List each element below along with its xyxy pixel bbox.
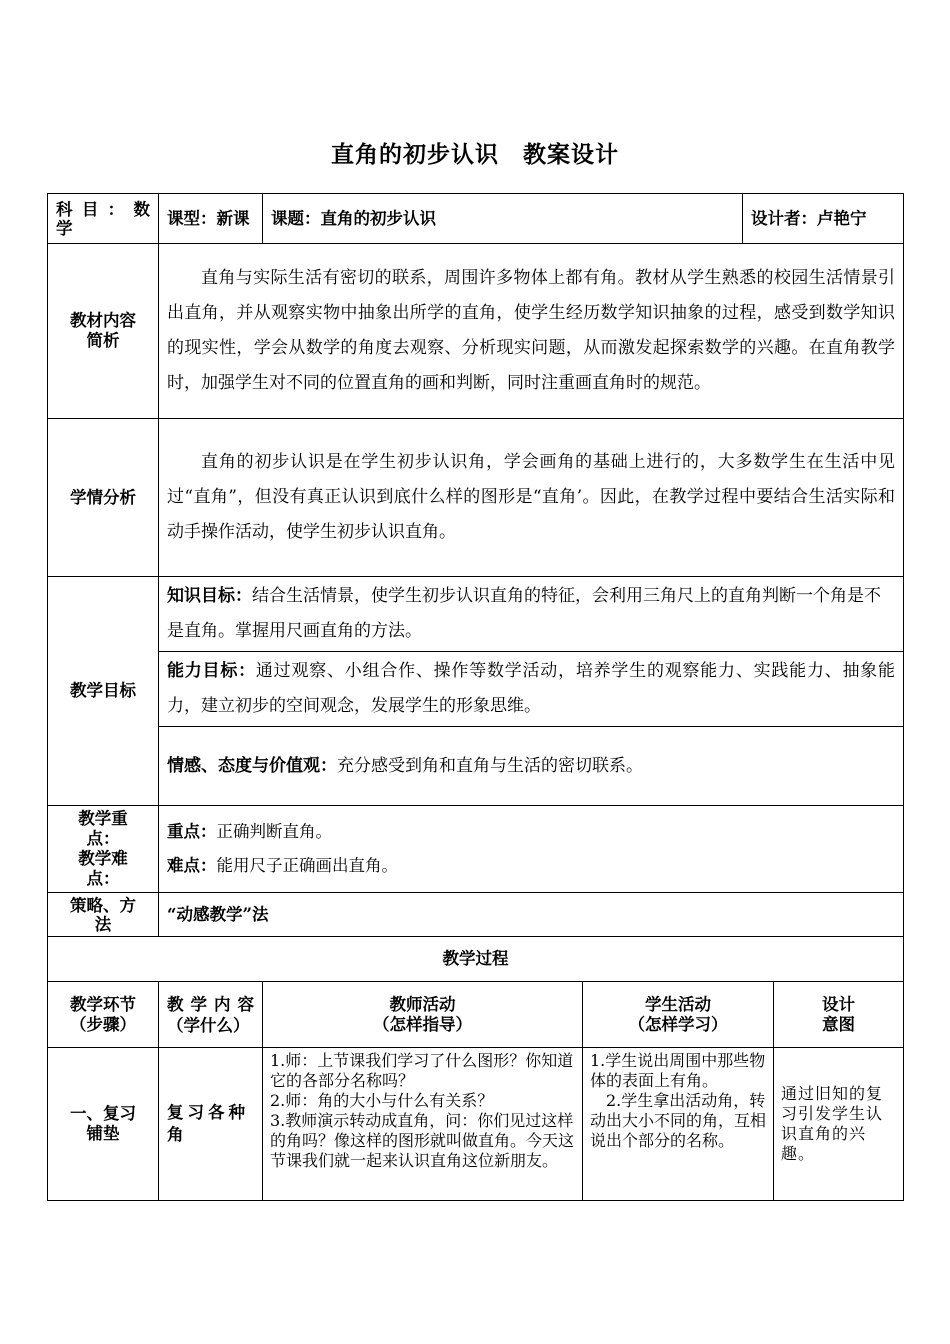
key-point: 重点：正确判断直角。	[167, 822, 332, 841]
strategy-label: 策略、方法	[48, 893, 159, 937]
students-label: 学情分析	[48, 419, 159, 577]
row1-step: 一、复习铺垫	[48, 1048, 159, 1201]
page-title: 直角的初步认识 教案设计	[331, 141, 619, 168]
row1-teacher: 1.师：上节课我们学习了什么图形？你知道它的各部分名称吗？ 2.师：角的大小与什么有关系？ 3.教师演示转动成直角，问：你们见过这样的角吗？像这样的图形就叫做直角。今天这节课我们就一起来认识直角这位新朋友。	[263, 1048, 583, 1201]
knowledge-goal	[159, 577, 904, 652]
col-step: 教学环节（步骤）	[48, 982, 159, 1048]
col-student: 学生活动 （怎样学习）	[583, 982, 774, 1048]
material-label: 教材内容简析	[48, 244, 159, 419]
difficulty-point: 难点：能用尺子正确画出直角。	[167, 856, 398, 875]
key-label: 教学重点：	[78, 809, 128, 848]
knowledge-goal-label: 知识目标：	[167, 586, 252, 606]
keypoints-content	[159, 806, 904, 893]
col-content: 教学内容（学什么）	[159, 982, 263, 1048]
subject-cell: 科 目 ： 数 学	[48, 194, 159, 244]
row1-content: 复习各种角	[159, 1048, 263, 1201]
designer-cell: 设计者：卢艳宁	[743, 194, 904, 244]
strategy-text: “动感教学”法	[159, 893, 904, 937]
emotion-goal	[159, 727, 904, 806]
goals-label: 教学目标	[48, 577, 159, 806]
material-text: 直角与实际生活有密切的联系，周围许多物体上都有角。教材从学生熟悉的校园生活情景引出直角，并从观察实物中抽象出所学的直角，使学生经历数学知识抽象的过程，感受到数学知识的现实性，学会从数学的角度去观察、分析现实问题，从而激发起探索数学的兴趣。在直角教学时，加强学生对不同的位置直角的画和判断，同时注重画直角时的规范。	[159, 244, 904, 419]
col-teacher: 教师活动 （怎样指导）	[263, 982, 583, 1048]
lesson-plan-table	[47, 193, 904, 1201]
ability-goal-text: 通过观察、小组合作、操作等数学活动，培养学生的观察能力、实践能力、抽象能力，建立初步的空间观念，发展学生的形象思维。	[167, 661, 896, 716]
emotion-goal-label: 情感、态度与价值观：	[167, 755, 337, 776]
keypoints-label	[48, 806, 159, 893]
ability-goal	[159, 652, 904, 727]
knowledge-goal-text: 结合生活情景，使学生初步认识直角的特征，会利用三角尺上的直角判断一个角是不是直角。掌握用尺画直角的方法。	[167, 586, 881, 641]
ability-goal-label: 能力目标：	[167, 661, 256, 681]
difficulty-label: 教学难点：	[78, 849, 128, 888]
lesson-type-cell: 课型：新课	[159, 194, 263, 244]
process-heading: 教学过程	[48, 937, 904, 982]
row1-student: 1.学生说出周围中那些物体的表面上有角。 2.学生拿出活动角，转动出大小不同的角，互相说出个部分的名称。	[583, 1048, 774, 1201]
emotion-goal-text: 充分感受到角和直角与生活的密切联系。	[337, 755, 643, 776]
col-design: 设计 意图	[774, 982, 904, 1048]
students-text: 直角的初步认识是在学生初步认识角，学会画角的基础上进行的，大多数学生在生活中见过“直角”，但没有真正认识到底什么样的图形是“直角’。因此，在教学过程中要结合生活实际和动手操作活动，使学生初步认识直角。	[159, 419, 904, 577]
row1-design: 通过旧知的复习引发学生认识直角的兴趣。	[774, 1048, 904, 1201]
topic-cell: 课题：直角的初步认识	[263, 194, 743, 244]
